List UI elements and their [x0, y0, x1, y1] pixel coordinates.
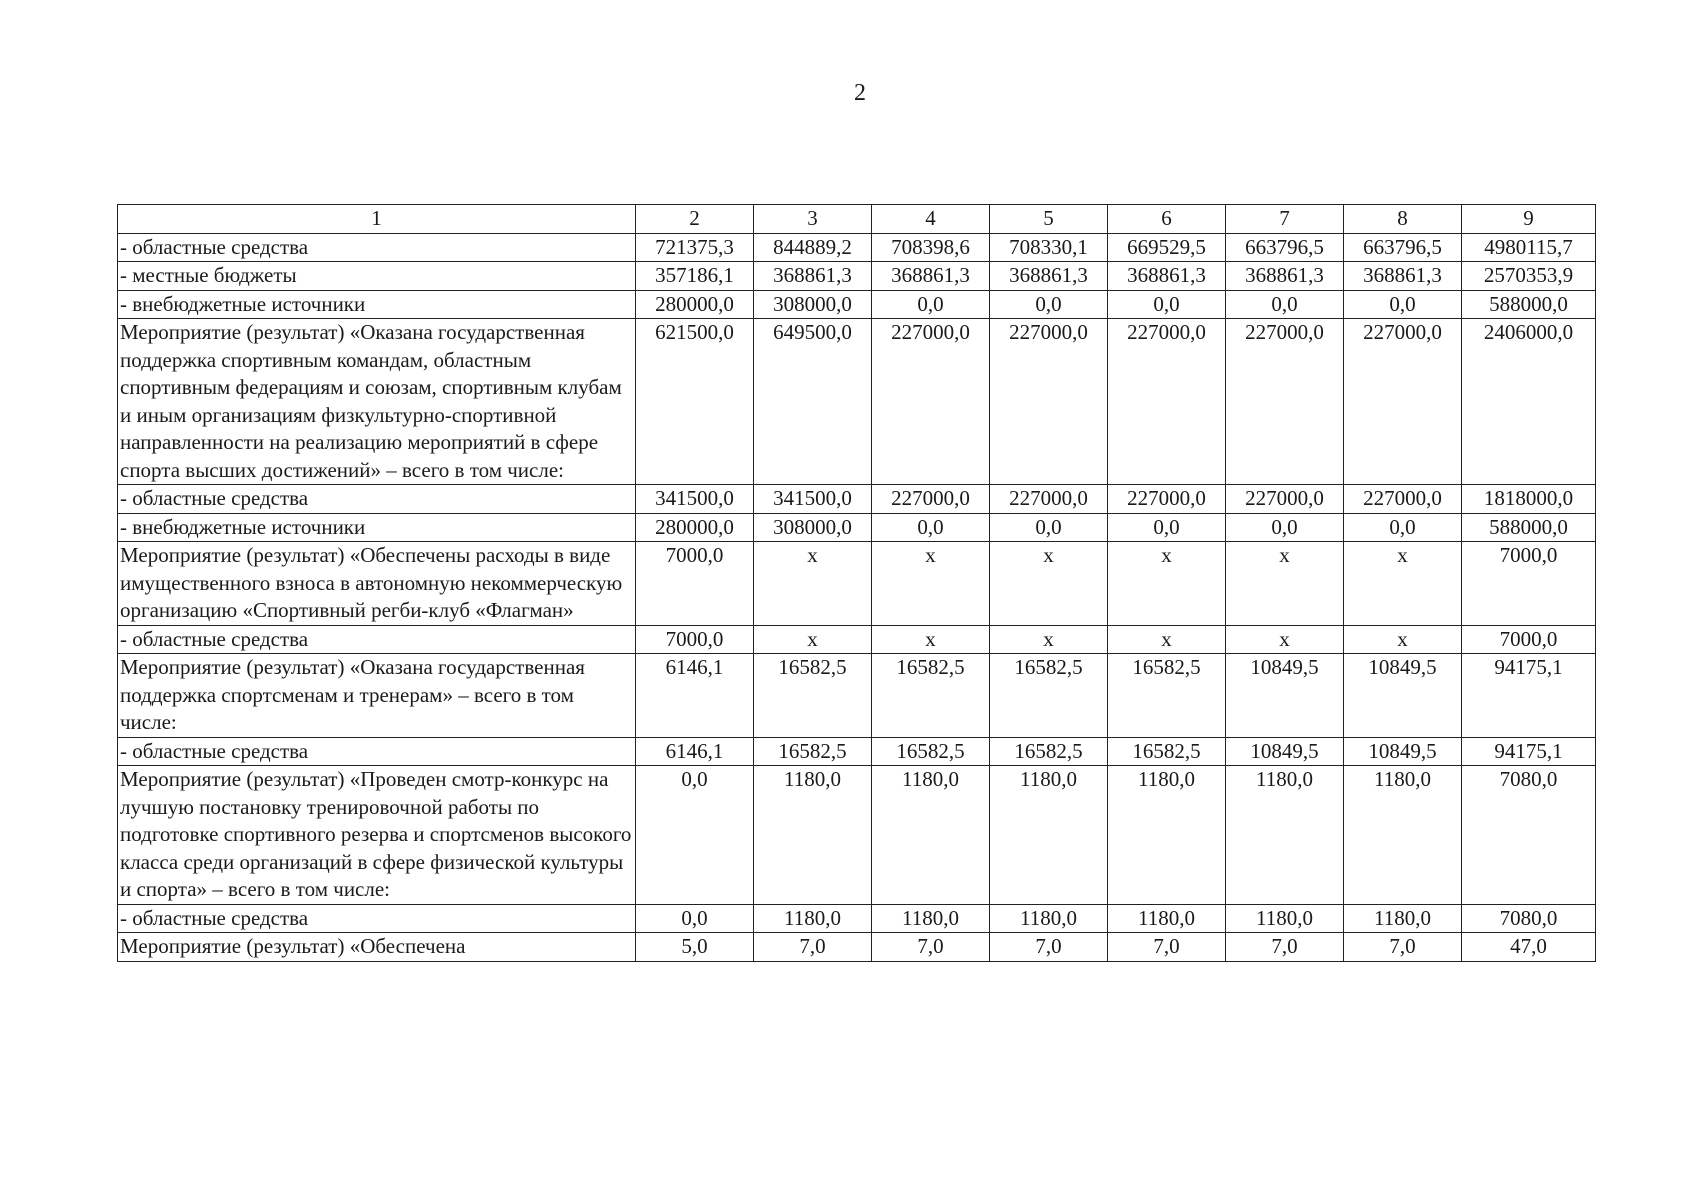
row-value: 16582,5: [990, 654, 1108, 738]
row-value: 1180,0: [1344, 766, 1462, 905]
row-label: - областные средства: [118, 625, 636, 654]
row-value: 94175,1: [1462, 737, 1596, 766]
row-value: 227000,0: [872, 485, 990, 514]
table-row: [118, 513, 1596, 542]
row-value: 1180,0: [872, 904, 990, 933]
row-label: Мероприятие (результат) «Оказана государственная поддержка спортсменам и тренерам» – всего в том числе:: [118, 654, 636, 738]
row-label: Мероприятие (результат) «Обеспечены расходы в виде имущественного взноса в автономную некоммерческую организацию «Спортивный регби-клуб «Флагман»: [118, 542, 636, 626]
row-value: 1818000,0: [1462, 485, 1596, 514]
row-value: 7080,0: [1462, 904, 1596, 933]
row-value: 588000,0: [1462, 290, 1596, 319]
table-row: [118, 904, 1596, 933]
row-value: 16582,5: [1108, 654, 1226, 738]
row-value: 1180,0: [754, 766, 872, 905]
table-row: [118, 485, 1596, 514]
row-value: 368861,3: [1108, 262, 1226, 291]
row-value: 7000,0: [636, 542, 754, 626]
header-cell: 3: [754, 205, 872, 234]
row-value: х: [1108, 625, 1226, 654]
row-value: 1180,0: [990, 766, 1108, 905]
row-value: х: [990, 542, 1108, 626]
header-cell: 1: [118, 205, 636, 234]
table-row: [118, 933, 1596, 962]
row-value: 1180,0: [1226, 766, 1344, 905]
table-row: [118, 262, 1596, 291]
row-value: 588000,0: [1462, 513, 1596, 542]
table-row: [118, 290, 1596, 319]
row-value: 0,0: [1344, 513, 1462, 542]
header-cell: 6: [1108, 205, 1226, 234]
row-label: - областные средства: [118, 233, 636, 262]
table-row: [118, 542, 1596, 626]
row-value: 5,0: [636, 933, 754, 962]
row-value: 16582,5: [1108, 737, 1226, 766]
table-row: [118, 319, 1596, 485]
row-value: 10849,5: [1226, 737, 1344, 766]
row-value: 844889,2: [754, 233, 872, 262]
budget-table: [117, 204, 1596, 962]
row-value: 1180,0: [1226, 904, 1344, 933]
row-value: 16582,5: [990, 737, 1108, 766]
row-value: 2406000,0: [1462, 319, 1596, 485]
row-value: 1180,0: [990, 904, 1108, 933]
row-value: 7080,0: [1462, 766, 1596, 905]
row-value: 0,0: [872, 290, 990, 319]
row-value: 47,0: [1462, 933, 1596, 962]
row-value: х: [1344, 625, 1462, 654]
row-value: 7000,0: [1462, 625, 1596, 654]
row-value: 16582,5: [872, 654, 990, 738]
table-row: [118, 625, 1596, 654]
row-value: 0,0: [872, 513, 990, 542]
row-value: 227000,0: [1226, 485, 1344, 514]
row-value: 308000,0: [754, 290, 872, 319]
row-value: 16582,5: [872, 737, 990, 766]
header-cell: 2: [636, 205, 754, 234]
row-label: - местные бюджеты: [118, 262, 636, 291]
row-value: 6146,1: [636, 737, 754, 766]
row-label: - внебюджетные источники: [118, 290, 636, 319]
row-value: 1180,0: [1108, 904, 1226, 933]
row-value: 10849,5: [1344, 737, 1462, 766]
table-row: [118, 654, 1596, 738]
row-value: 7,0: [1108, 933, 1226, 962]
row-value: 227000,0: [872, 319, 990, 485]
row-value: х: [754, 542, 872, 626]
row-value: 6146,1: [636, 654, 754, 738]
table-row: [118, 766, 1596, 905]
row-value: 227000,0: [1108, 485, 1226, 514]
row-value: 1180,0: [1344, 904, 1462, 933]
row-value: 368861,3: [990, 262, 1108, 291]
row-label: Мероприятие (результат) «Оказана государственная поддержка спортивным командам, областным спортивным федерациям и союзам, спортивным клубам и иным организациям физкультурно-спортивной направленности на реализацию мероприятий в сфере спорта высших достижений» – всего в том числе:: [118, 319, 636, 485]
row-value: 357186,1: [636, 262, 754, 291]
row-value: 708398,6: [872, 233, 990, 262]
row-value: 368861,3: [1344, 262, 1462, 291]
row-label: - областные средства: [118, 737, 636, 766]
header-row: [118, 205, 1596, 234]
row-value: 16582,5: [754, 737, 872, 766]
row-value: 663796,5: [1344, 233, 1462, 262]
row-value: 1180,0: [1108, 766, 1226, 905]
row-value: 4980115,7: [1462, 233, 1596, 262]
row-value: 0,0: [636, 904, 754, 933]
row-value: 7000,0: [1462, 542, 1596, 626]
row-value: х: [872, 625, 990, 654]
row-value: 10849,5: [1226, 654, 1344, 738]
row-value: 2570353,9: [1462, 262, 1596, 291]
row-value: 368861,3: [754, 262, 872, 291]
page-number: 2: [854, 80, 866, 106]
row-value: 10849,5: [1344, 654, 1462, 738]
row-label: - областные средства: [118, 904, 636, 933]
row-value: 0,0: [1108, 290, 1226, 319]
header-cell: 7: [1226, 205, 1344, 234]
row-value: 341500,0: [636, 485, 754, 514]
table-row: [118, 233, 1596, 262]
row-value: 0,0: [1108, 513, 1226, 542]
row-value: 669529,5: [1108, 233, 1226, 262]
row-value: 368861,3: [872, 262, 990, 291]
row-value: х: [872, 542, 990, 626]
row-value: 721375,3: [636, 233, 754, 262]
row-value: х: [754, 625, 872, 654]
row-value: 663796,5: [1226, 233, 1344, 262]
row-value: 341500,0: [754, 485, 872, 514]
header-cell: 9: [1462, 205, 1596, 234]
row-value: 227000,0: [1344, 485, 1462, 514]
row-value: 7,0: [754, 933, 872, 962]
row-value: 94175,1: [1462, 654, 1596, 738]
row-value: 708330,1: [990, 233, 1108, 262]
row-value: 16582,5: [754, 654, 872, 738]
row-label: Мероприятие (результат) «Обеспечена: [118, 933, 636, 962]
header-cell: 8: [1344, 205, 1462, 234]
row-value: 227000,0: [990, 319, 1108, 485]
row-label: - областные средства: [118, 485, 636, 514]
row-value: 0,0: [990, 513, 1108, 542]
row-value: 227000,0: [1226, 319, 1344, 485]
header-cell: 4: [872, 205, 990, 234]
row-label: Мероприятие (результат) «Проведен смотр-конкурс на лучшую постановку тренировочной работы по подготовке спортивного резерва и спортсменов высокого класса среди организаций в сфере физической культуры и спорта» – всего в том числе:: [118, 766, 636, 905]
row-value: х: [1226, 625, 1344, 654]
row-label: - внебюджетные источники: [118, 513, 636, 542]
row-value: 7,0: [872, 933, 990, 962]
row-value: 0,0: [1226, 290, 1344, 319]
row-value: 227000,0: [990, 485, 1108, 514]
row-value: х: [1108, 542, 1226, 626]
row-value: 1180,0: [754, 904, 872, 933]
row-value: 227000,0: [1344, 319, 1462, 485]
row-value: 227000,0: [1108, 319, 1226, 485]
row-value: 7,0: [1226, 933, 1344, 962]
row-value: х: [990, 625, 1108, 654]
row-value: 7000,0: [636, 625, 754, 654]
row-value: х: [1226, 542, 1344, 626]
table-row: [118, 737, 1596, 766]
row-value: 649500,0: [754, 319, 872, 485]
row-value: 0,0: [636, 766, 754, 905]
row-value: 280000,0: [636, 513, 754, 542]
header-cell: 5: [990, 205, 1108, 234]
table-body: [118, 205, 1596, 962]
row-value: х: [1344, 542, 1462, 626]
row-value: 280000,0: [636, 290, 754, 319]
row-value: 308000,0: [754, 513, 872, 542]
row-value: 621500,0: [636, 319, 754, 485]
row-value: 7,0: [990, 933, 1108, 962]
row-value: 0,0: [990, 290, 1108, 319]
row-value: 1180,0: [872, 766, 990, 905]
row-value: 0,0: [1226, 513, 1344, 542]
row-value: 0,0: [1344, 290, 1462, 319]
row-value: 368861,3: [1226, 262, 1344, 291]
row-value: 7,0: [1344, 933, 1462, 962]
